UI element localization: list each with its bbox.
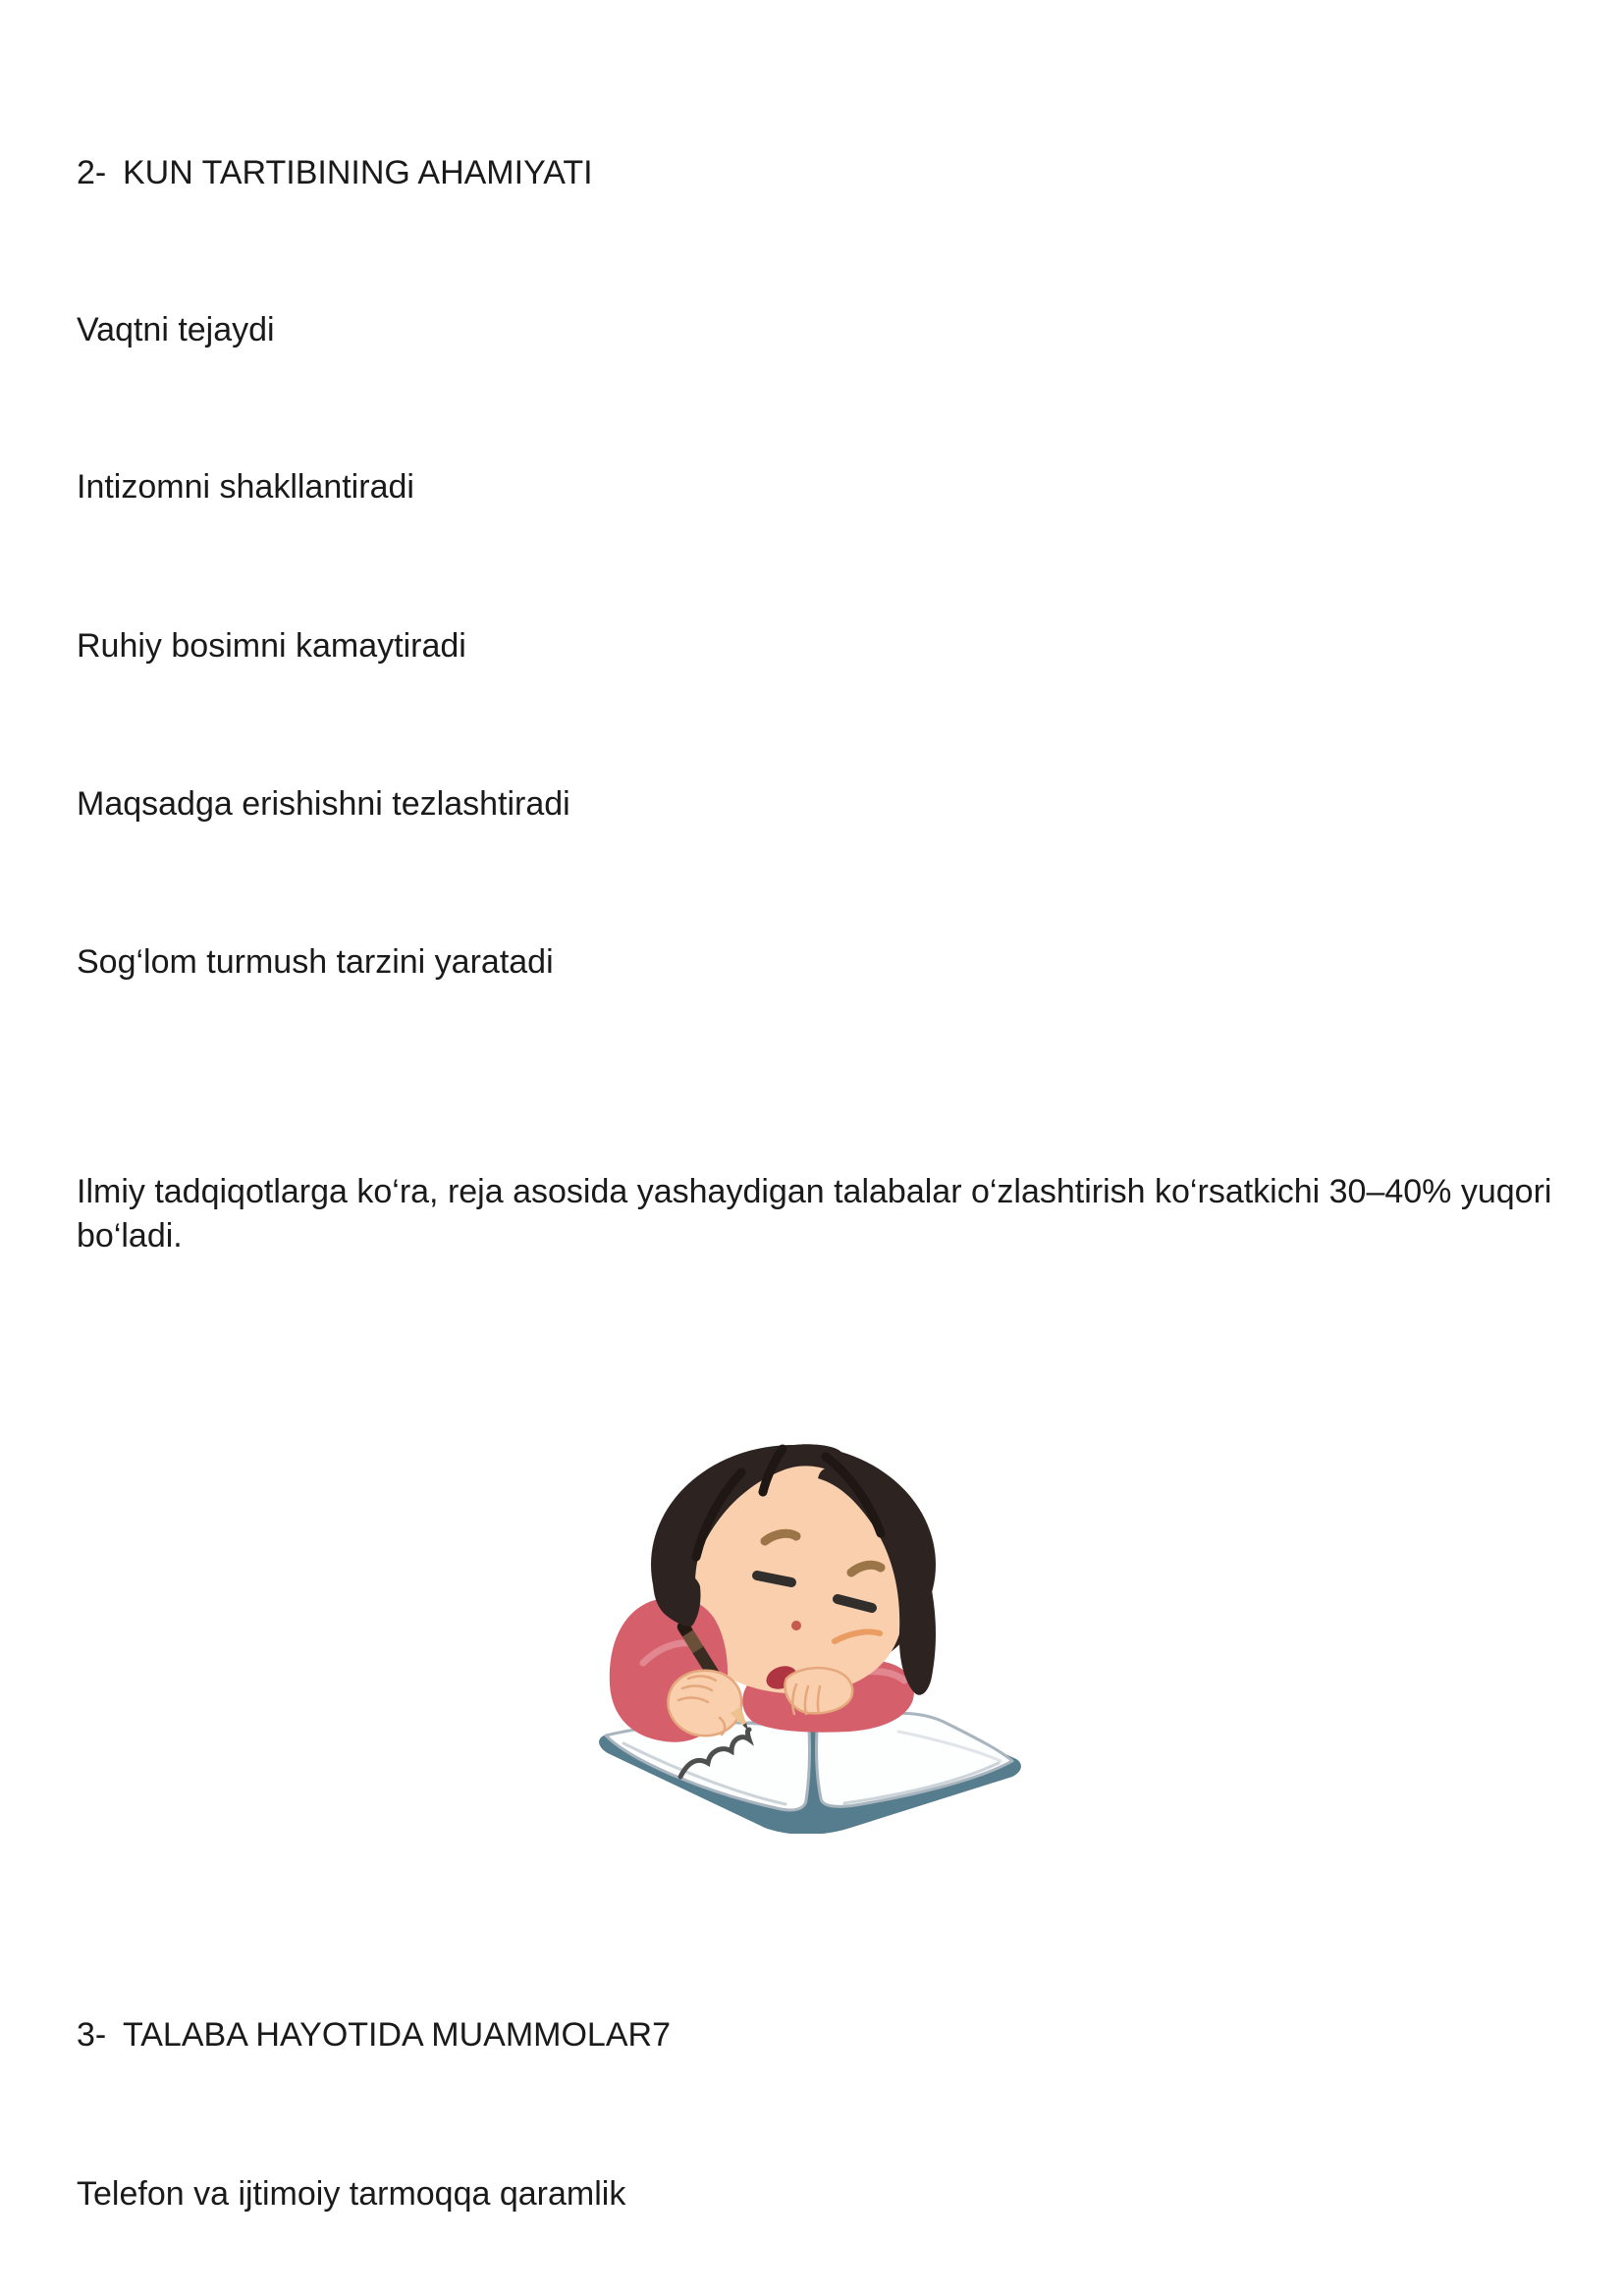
section-3-title: TALABA HAYOTIDA MUAMMOLAR7: [123, 2016, 671, 2054]
benefit-item-4: Maqsadga erishishni tezlashtiradi: [77, 785, 570, 823]
sleepy-student-writing-illustration: [594, 1439, 1026, 1834]
benefit-item-5: Sog‘lom turmush tarzini yaratadi: [77, 943, 554, 981]
section-2-heading: [77, 151, 593, 194]
section-3-number: 3-: [77, 2016, 107, 2054]
sleepy-student-writing-icon: [594, 1439, 1026, 1834]
benefit-item-1: Vaqtni tejaydi: [77, 311, 275, 348]
research-note: Ilmiy tadqiqotlarga ko‘ra, reja asosida yashaydigan talabalar o‘zlashtirish ko‘rsatkichi 30–40% yuqori bo‘ladi.: [77, 1173, 1552, 1255]
nose: [791, 1621, 801, 1630]
section-2-number: 2-: [77, 154, 107, 191]
left-eye-closed: [757, 1575, 791, 1582]
left-hand: [668, 1671, 741, 1735]
section-3-heading: [77, 2013, 671, 2056]
benefit-item-3: Ruhiy bosimni kamaytiradi: [77, 627, 466, 665]
problem-item-1: Telefon va ijtimoiy tarmoqqa qaramlik: [77, 2175, 626, 2213]
benefit-item-2: Intizomni shakllantiradi: [77, 468, 414, 506]
section-2-title: KUN TARTIBINING AHAMIYATI: [123, 154, 593, 191]
